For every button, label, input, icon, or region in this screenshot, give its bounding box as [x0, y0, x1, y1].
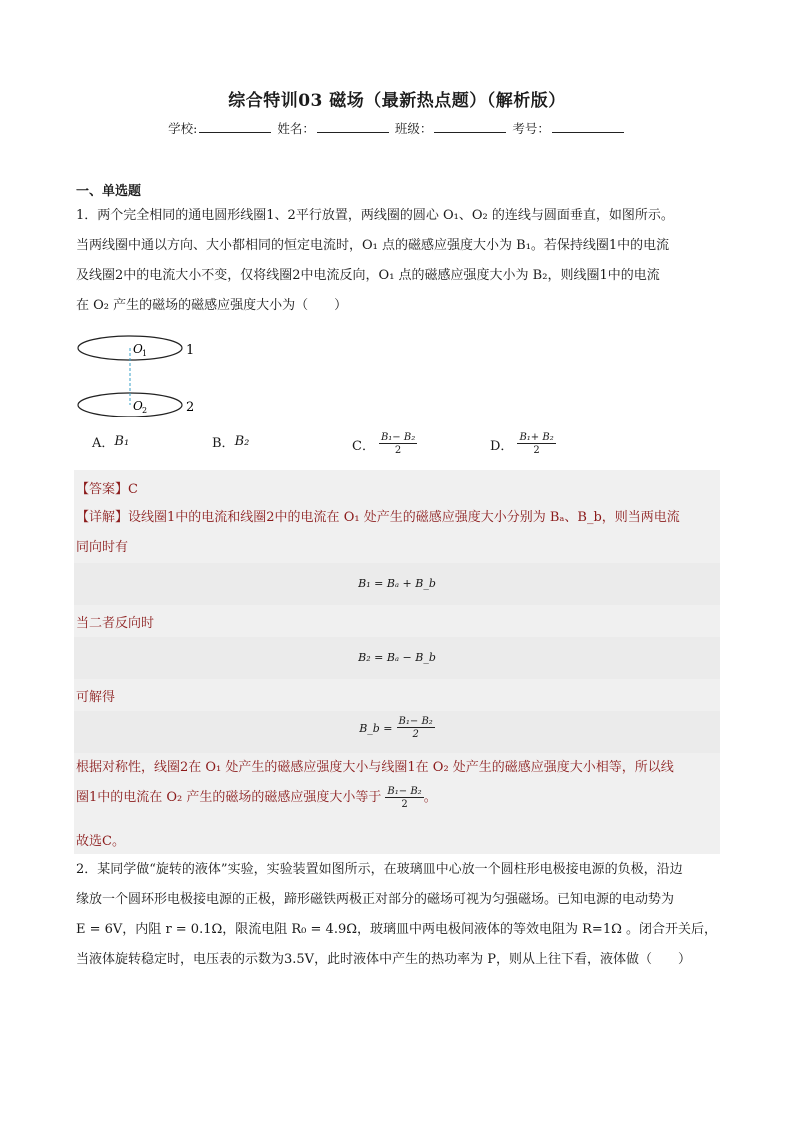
option-a-value: B₁ [114, 434, 130, 449]
equation-1: B₁ = Bₐ + B_b [358, 577, 436, 590]
question-1-options [92, 432, 712, 466]
option-c[interactable] [352, 432, 417, 456]
name-label: 姓名： [277, 121, 315, 136]
class-blank[interactable] [434, 120, 506, 133]
o1-subscript: 1 [142, 349, 148, 358]
option-b-letter: B． [212, 436, 235, 451]
detail-line-1 [76, 503, 724, 533]
detail-line-5: 根据对称性，线圈2在 O₁ 处产生的磁感应强度大小与线圈1在 O₂ 处产生的磁感应强度大小相等，所以线 [76, 760, 674, 775]
page-title: 综合特训03 磁场（最新热点题）（解析版） [228, 91, 566, 111]
detail-block [76, 503, 724, 563]
section-heading: 一、单选题 [76, 184, 142, 199]
option-d-fraction [517, 432, 555, 456]
option-a-letter: A． [92, 436, 115, 451]
detail-line-2: 同向时有 [76, 540, 129, 555]
school-label: 学校: [168, 121, 198, 136]
coil-diagram [76, 333, 216, 417]
detail-conclusion [76, 753, 724, 813]
question-1-line-4: 在 O₂ 产生的磁场的磁感应强度大小为（ ） [76, 298, 348, 313]
question-1-line-3: 及线圈2中的电流大小不变，仅将线圈2中电流反向，O₁ 点的磁感应强度大小为 B₂，则线圈1中的电流 [76, 268, 660, 283]
answer-line [76, 478, 138, 497]
detail-text-1: 设线圈1中的电流和线圈2中的电流在 O₁ 处产生的磁感应强度大小分别为 Bₐ、B_b，则当两电流 [128, 510, 680, 525]
answer-value: C [128, 482, 138, 497]
equation-3-lhs: B_b = [359, 721, 393, 735]
equation-3-fraction [397, 716, 435, 740]
equation-3-numerator: B₁− B₂ [398, 716, 433, 727]
detail-line-6-end: 。 [423, 790, 437, 805]
detail-line-3: 当二者反向时 [76, 616, 155, 631]
option-d-denominator: 2 [533, 445, 540, 456]
option-b[interactable] [212, 432, 249, 451]
class-label: 班级： [394, 121, 433, 136]
question-2-line-3: E = 6V，内阻 r = 0.1Ω，限流电阻 R₀ = 4.9Ω，玻璃皿中两电极间液体的等效电阻为 R=1Ω 。闭合开关后， [76, 922, 717, 937]
detail-line-7: 故选C。 [76, 834, 125, 849]
option-c-letter: C． [352, 438, 375, 454]
question-2-line-4: 当液体旋转稳定时，电压表的示数为3.5V，此时液体中产生的热功率为 P，则从上往下看，液体做（ ） [76, 952, 691, 967]
detail-line-6-text: 圈1中的电流在 O₂ 产生的磁场的磁感应强度大小等于 [76, 790, 382, 805]
question-2-line-2: 缘放一个圆环形电极接电源的正极，蹄形磁铁两极正对部分的磁场可视为匀强磁场。已知电源的电动势为 [76, 892, 675, 907]
detail-line-6-fraction [385, 786, 423, 810]
exam-no-label: 考号： [512, 121, 550, 136]
option-c-fraction [379, 432, 417, 456]
equation-3 [74, 716, 720, 740]
detail-line-6 [76, 783, 724, 813]
detail-label: 【详解】 [76, 510, 129, 525]
o1-label: O [133, 342, 143, 356]
question-1-line-1: 1．两个完全相同的通电圆形线圈1、2平行放置，两线圈的圆心 O₁、O₂ 的连线与圆面垂直，如图所示。 [76, 208, 674, 223]
name-blank[interactable] [317, 120, 389, 133]
question-2-stem [76, 855, 724, 975]
option-c-numerator: B₁− B₂ [380, 432, 416, 443]
coil-2-number: 2 [186, 400, 195, 415]
question-1-line-2: 当两线圈中通以方向、大小都相同的恒定电流时，O₁ 点的磁感应强度大小为 B₁。若保持线圈1中的电流 [76, 238, 670, 253]
detail-line-4: 可解得 [76, 690, 116, 705]
option-c-denominator: 2 [394, 445, 402, 456]
detail-line-6-denominator: 2 [401, 799, 408, 810]
question-1-stem [76, 201, 724, 321]
option-b-value: B₂ [234, 434, 250, 449]
school-blank[interactable] [199, 120, 271, 133]
option-a[interactable] [92, 432, 129, 451]
coil-1-number: 1 [186, 343, 195, 358]
option-d-letter: D． [490, 438, 514, 454]
option-d-numerator: B₁+ B₂ [519, 432, 554, 443]
answer-label: 【答案】 [76, 482, 129, 497]
student-info-line [0, 119, 794, 137]
equation-2: B₂ = Bₐ − B_b [358, 651, 436, 664]
o2-subscript: 2 [142, 406, 148, 415]
exam-no-blank[interactable] [552, 120, 624, 133]
detail-line-6-numerator: B₁− B₂ [387, 786, 422, 797]
option-d[interactable] [490, 432, 556, 456]
equation-3-denominator: 2 [412, 729, 419, 740]
question-2-line-1: 2．某同学做“旋转的液体”实验，实验装置如图所示，在玻璃皿中心放一个圆柱形电极接电源的负极，沿边 [76, 862, 683, 877]
o2-label: O [133, 399, 143, 413]
